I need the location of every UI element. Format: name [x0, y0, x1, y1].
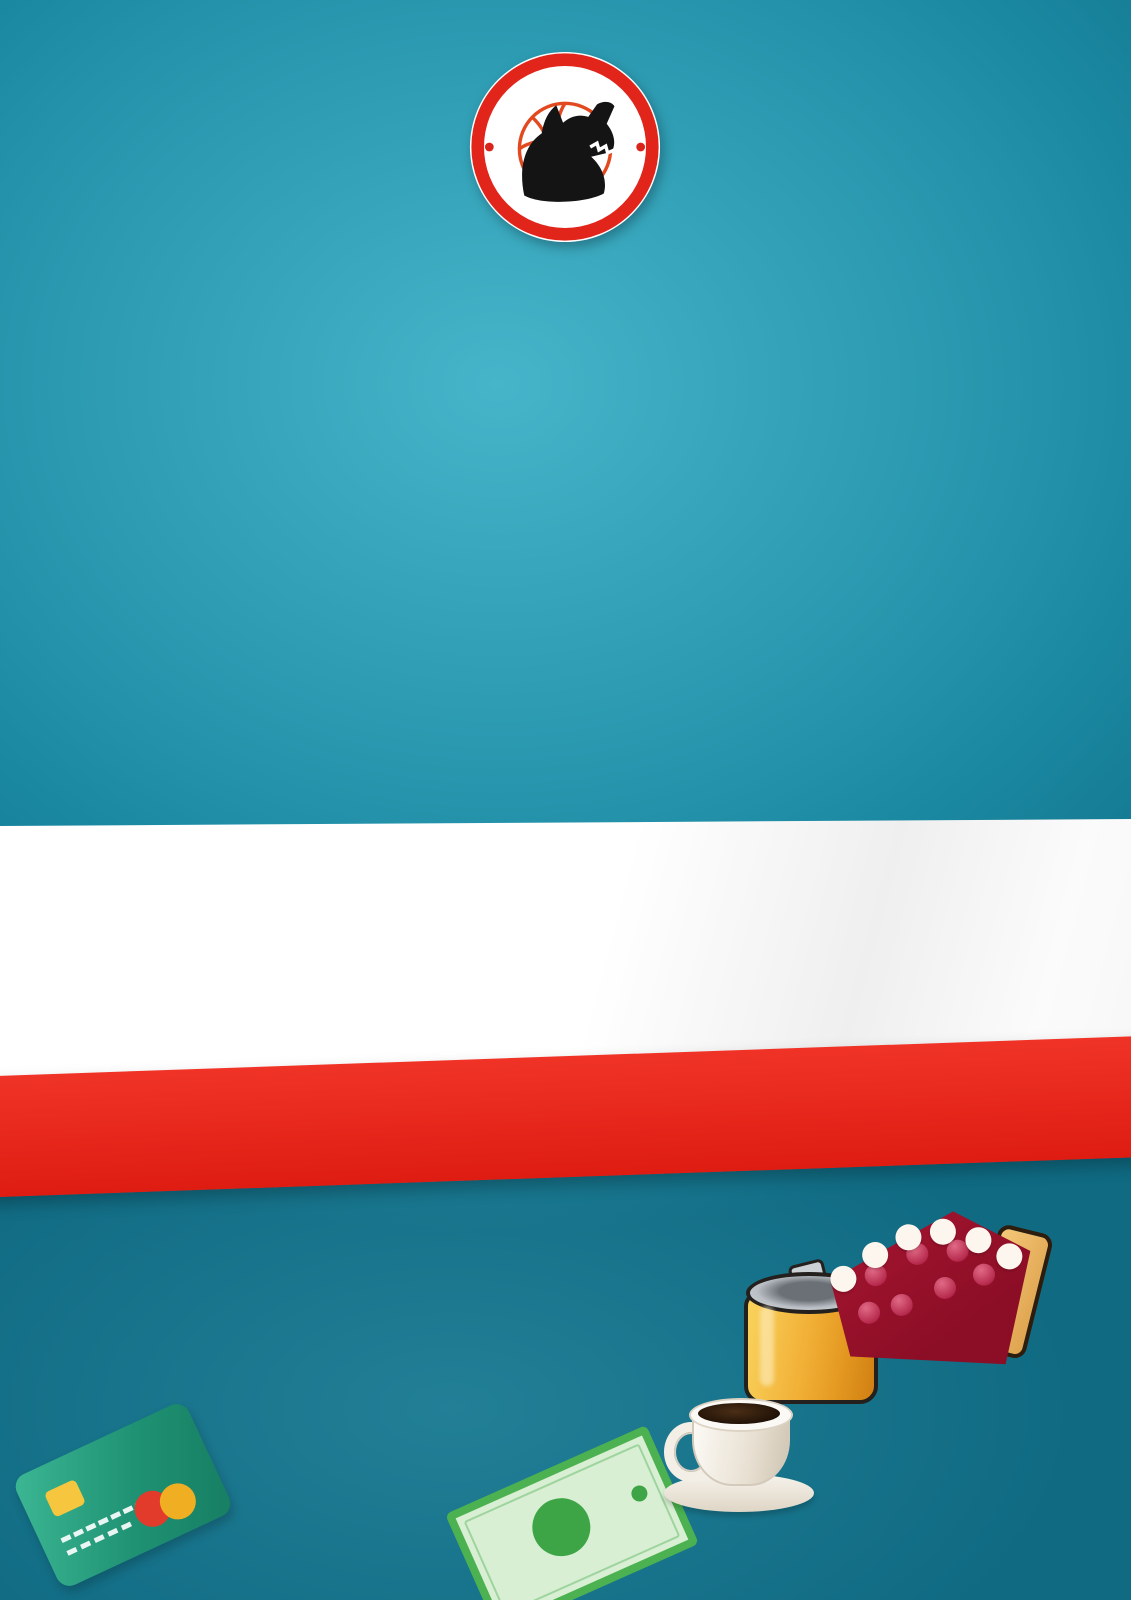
- parties-count: [60, 766, 1060, 921]
- event-time: [420, 506, 1060, 624]
- gateaux-label: [843, 1305, 1093, 1373]
- coffee-cup-illustration: [664, 1396, 814, 1514]
- crepes-label: [712, 1527, 972, 1595]
- coffee-surface: [698, 1403, 780, 1424]
- buvette-heading: [658, 1155, 1078, 1267]
- payment-methods: [114, 1420, 537, 1517]
